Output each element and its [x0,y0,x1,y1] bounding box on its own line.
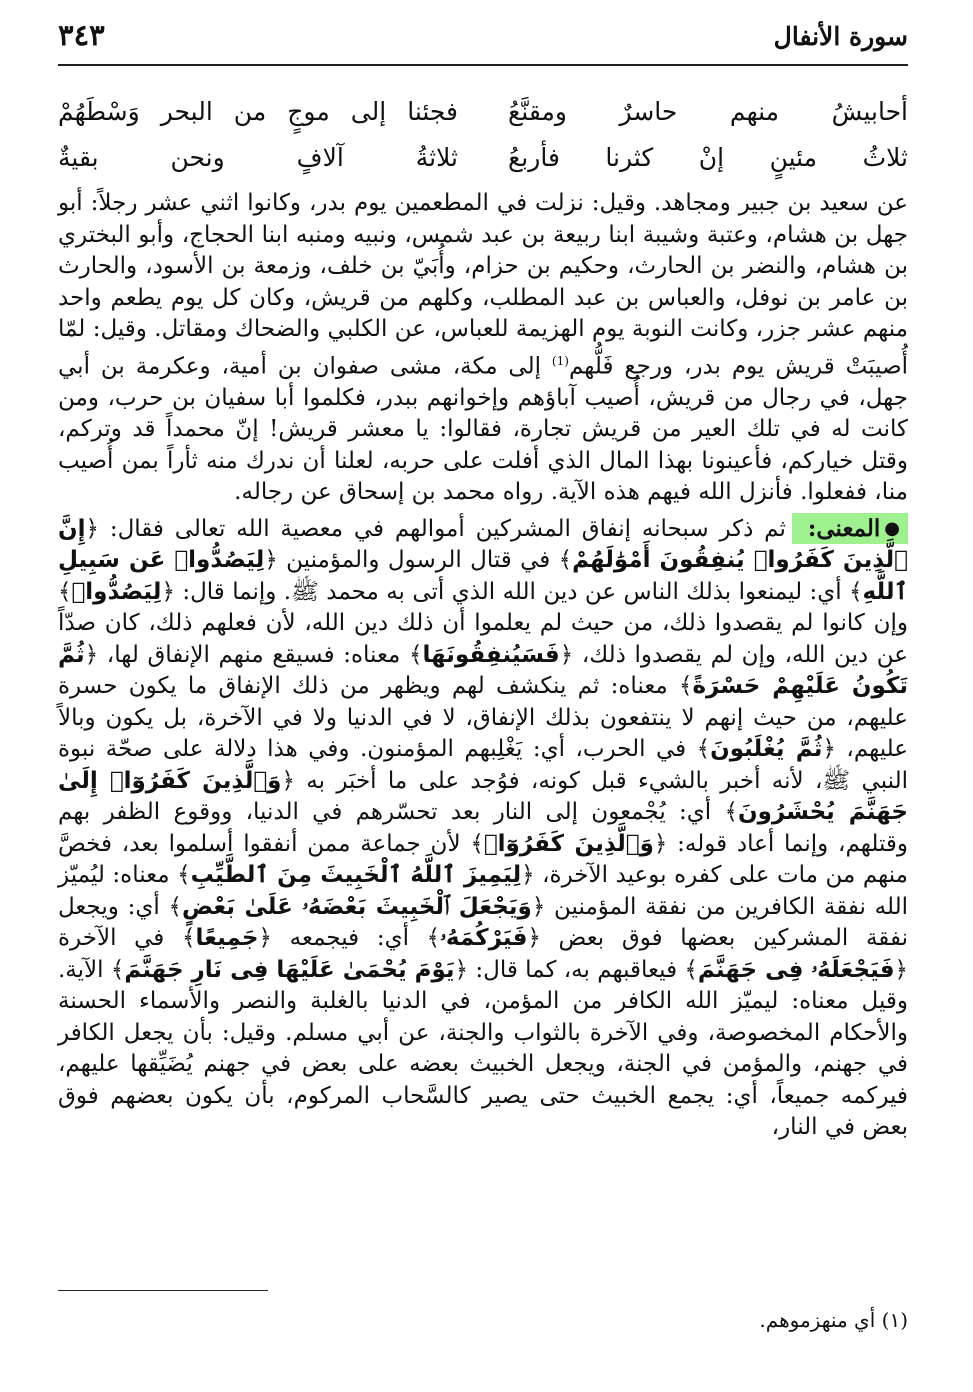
commentary-text: في الحرب، أي: يَغْلِبهم المؤمنون. وفي هذا دلالة على صحّة نبوة النبي ﷺ، لأنه أخبر بالشيء قبل كونه، فوُجد على ما أخبَر به [58,736,908,794]
ornate-bracket-close-icon: ﴾ [470,830,484,857]
footnote-mark: (1) [551,353,569,368]
ornate-bracket-close-icon: ﴾ [679,673,693,700]
ornate-bracket-close-icon: ﴾ [426,925,441,952]
ornate-bracket-close-icon: ﴾ [558,547,573,574]
bullet-icon: ● [884,517,900,539]
ornate-bracket-open-icon: ﴿ [653,830,668,857]
ornate-bracket-open-icon: ﴿ [894,956,909,983]
footnote-text: أي منهزموهم. [759,1308,876,1332]
commentary-text: أي: ويجعل نفقة المشركين بعضها فوق بعض [58,893,908,952]
quran-quote-text: جَمِيعًا [195,925,259,952]
quran-quote [684,957,908,983]
ornate-bracket-close-icon: ﴾ [177,862,191,889]
ornate-bracket-close-icon: ﴾ [181,925,196,952]
quran-quote-text: وَٱلَّذِينَ كَفَرُوٓا۟ [483,830,654,857]
quran-quote [427,925,541,951]
ornate-bracket-close-icon: ﴾ [724,799,738,826]
page-number: ٣٤٣ [58,18,105,52]
commentary-text: معناه: ليُميّز الله نفقة الكافرين من نفقة المؤمنين [58,862,908,920]
poem-hemistich-left: ثلاثةُ آلافٍ ونحن بقيةٌ [58,142,458,172]
paragraph-text: عن سعيد بن جبير ومجاهد. وقيل: نزلت في المطعمين يوم بدر، وكانوا اثني عشر رجلاً: أبو جهل بن هشام، وعتبة وشيبة ابنا ربيعة بن عبد شمس، ونبيه ومنبه ابنا الحجاج، وأبو البختري بن هشام، والنضر بن الحارث، وحكيم بن حزام، وأُبَيّ بن خلف، وزمعة بن الأسود، والحارث بن عامر بن نوفل، والعباس بن عبد المطلب، وكلهم من قريش، وكان كل يوم يطعم واحد منهم عشر جزر، وكانت النوبة يوم الهزيمة للعباس، عن الكلبي والضحاك ومقاتل. وقيل: لمّا أُصيبَتْ قريش يوم بدر، ورجع فَلُّهم [58,190,908,380]
poem-hemistich-left: فجئنا إلى موجٍ من البحر وَسْطَهُمْ [58,96,458,126]
ornate-bracket-open-icon: ﴿ [521,862,535,889]
ornate-bracket-close-icon: ﴾ [696,736,711,763]
quran-quote-text: وَيَجْعَلَ ٱلْخَبِيثَ بَعْضَهُۥ عَلَىٰ بَعْضٍ [182,893,532,920]
quran-quote-text: وَٱلَّذِينَ كَفَرُوٓا۟ إِلَىٰ جَهَنَّمَ يُحْشَرُونَ [58,767,908,826]
ornate-bracket-open-icon: ﴿ [531,893,546,920]
meaning-heading [792,513,908,545]
quran-quote [697,736,836,762]
ornate-bracket-open-icon: ﴿ [281,767,295,794]
ornate-bracket-close-icon: ﴾ [684,956,698,983]
footnote [58,1308,908,1332]
ornate-bracket-close-icon: ﴾ [849,578,863,605]
ornate-bracket-close-icon: ﴾ [58,578,72,605]
ornate-bracket-close-icon: ﴾ [168,893,183,920]
paragraph-occasion [58,188,908,509]
ornate-bracket-open-icon: ﴿ [527,925,541,952]
commentary-text: وإن كانوا لم يقصدوا ذلك، من حيث لم يعلموا أن ذلك دين الله، لأن فعلهم ذلك، كان صدّاً عن دين الله، وإن لم يقصدوا ذلك، [58,610,909,668]
commentary-text: معناه: فسيقع منهم الإنفاق لها، [98,641,409,668]
commentary-text: أي: فيجمعه [271,925,427,952]
ornate-bracket-open-icon: ﴿ [264,547,278,574]
footnote-number: (١) [881,1308,908,1332]
quran-quote-text: ثُمَّ تَكُونُ عَلَيْهِمْ حَسْرَةً [58,641,908,700]
quran-quote-text: لِيَمِيزَ ٱللَّهُ ٱلْخَبِيثَ مِنَ ٱلطَّيِّبِ [190,862,522,889]
quran-quote-text: فَيَجْعَلَهُۥ فِى جَهَنَّمَ [697,956,895,983]
ornate-bracket-close-icon: ﴾ [110,956,125,983]
poem-line [58,88,908,134]
commentary-text: الآية. وقيل معناه: ليميّز الله الكافر من المؤمن، في الدنيا بالغلبة والنصر والأسماء الحسنة والأحكام المخصوصة، وفي الآخرة بالثواب والجنة، عن أبي مسلم. وقيل: بأن يجعل الكافر في جهنم، والمؤمن في الجنة، ويجعل الخبيث بعضه على بعض في جهنم يُضَيِّقها عليهم، فيركمه جميعاً، أي: يجمع الخبيث حتى يصير كالسَّحاب المركوم، بأن يكون بعضهم فوق بعض في النار، [58,956,908,1141]
quran-quote-text: فَيَرْكُمَهُۥ [440,925,528,952]
footnote-rule [58,1290,268,1291]
quran-quote-text: فَسَيُنفِقُونَهَا [422,641,560,668]
ornate-bracket-open-icon: ﴿ [822,736,836,763]
quran-quote [169,894,546,920]
commentary-text: أي: يُجْمعون إلى النار بعد تحسّرهم في الدنيا، ووقوع الظفر بهم وقتلهم، وإنما أعاد قوله: [58,799,909,857]
quran-quote [111,957,468,983]
meaning-body [58,516,908,1141]
quran-quote-text: لِيَصُدُّوا۟ [71,578,162,605]
commentary-text: في الآخرة [58,925,182,952]
surah-title: سورة الأنفال [773,22,908,51]
paragraph-text: إلى مكة، مشى صفوان بن أمية، وعكرمة بن أبي جهل، في رجال من قريش، أُصيب آباؤهم وإخوانهم ببدر، فكلموا أبا سفيان بن حرب، ومن كانت له في تلك العير من قريش تجارة، فقالوا: يا معشر قريش! إنّ محمداً قد وتركم، وقتل خياركم، فأعينونا بهذا المال الذي أفلت على حربه، لعلنا أن ندرك منه ثأراً بمن أُصيب منا، ففعلوا. فأنزل الله فيهم هذه الآية. رواه محمد بن إسحاق عن رجاله. [58,353,908,506]
quran-quote-text: ثُمَّ يُغْلَبُونَ [710,736,823,763]
commentary-text: معناه: ثم ينكشف لهم ويظهر من ذلك الإنفاق ما يكون حسرة عليهم، من حيث إنهم لا ينتفعون بذلك الإنفاق، لا في الدنيا ولا في الآخرة، بل يكون وبالاً عليهم، [58,673,909,763]
ornate-bracket-open-icon: ﴿ [559,641,574,668]
meaning-heading-label: المعنى: [807,514,881,542]
body-text [58,188,908,1144]
commentary-text: فيعاقبهم به، كما قال: [468,956,685,983]
poem-hemistich-right: ثلاثُ مئينٍ إنْ كثرنا فأربعُ [508,142,908,172]
poem-line [58,134,908,180]
ornate-bracket-close-icon: ﴾ [409,641,423,668]
paragraph-meaning [58,513,908,1144]
header-rule [58,64,908,66]
ornate-bracket-open-icon: ﴿ [454,956,469,983]
page [58,14,908,1374]
poem [58,88,908,180]
quran-quote-text: لِيَصُدُّوا۟ عَن سَبِيلِ ٱللَّهِ [58,547,908,605]
quran-quote [409,642,573,668]
quran-quote [58,579,175,605]
ornate-bracket-open-icon: ﴿ [84,641,99,668]
ornate-bracket-open-icon: ﴿ [258,925,272,952]
poem-hemistich-right: أحابيشُ منهم حاسرٌ ومقنَّعُ [508,96,908,126]
quran-quote-text: إِنَّ ٱلَّذِينَ كَفَرُوا۟ يُنفِقُونَ أَمْوَٰلَهُمْ [58,515,908,574]
page-header [58,14,908,58]
ornate-bracket-open-icon: ﴿ [85,515,99,542]
ornate-bracket-open-icon: ﴿ [161,578,175,605]
quran-quote-text: يَوْمَ يُحْمَىٰ عَلَيْهَا فِى نَارِ جَهَنَّمَ [124,956,455,983]
quran-quote [177,862,534,888]
quran-quote [470,831,667,857]
commentary-text: في قتال الرسول والمؤمنين [277,547,559,574]
commentary-text: أي: ليمنعوا بذلك الناس عن دين الله الذي أتى به محمد ﷺ. وإنما قال: [174,578,850,605]
quran-quote [182,925,272,951]
commentary-text: لأن جماعة ممن أنفقوا أسلموا بعد، فخصَّ منهم من مات على كفره بوعيد الآخرة، [58,830,908,889]
commentary-text: ثم ذكر سبحانه إنفاق المشركين أموالهم في معصية الله تعالى فقال: [99,515,786,542]
